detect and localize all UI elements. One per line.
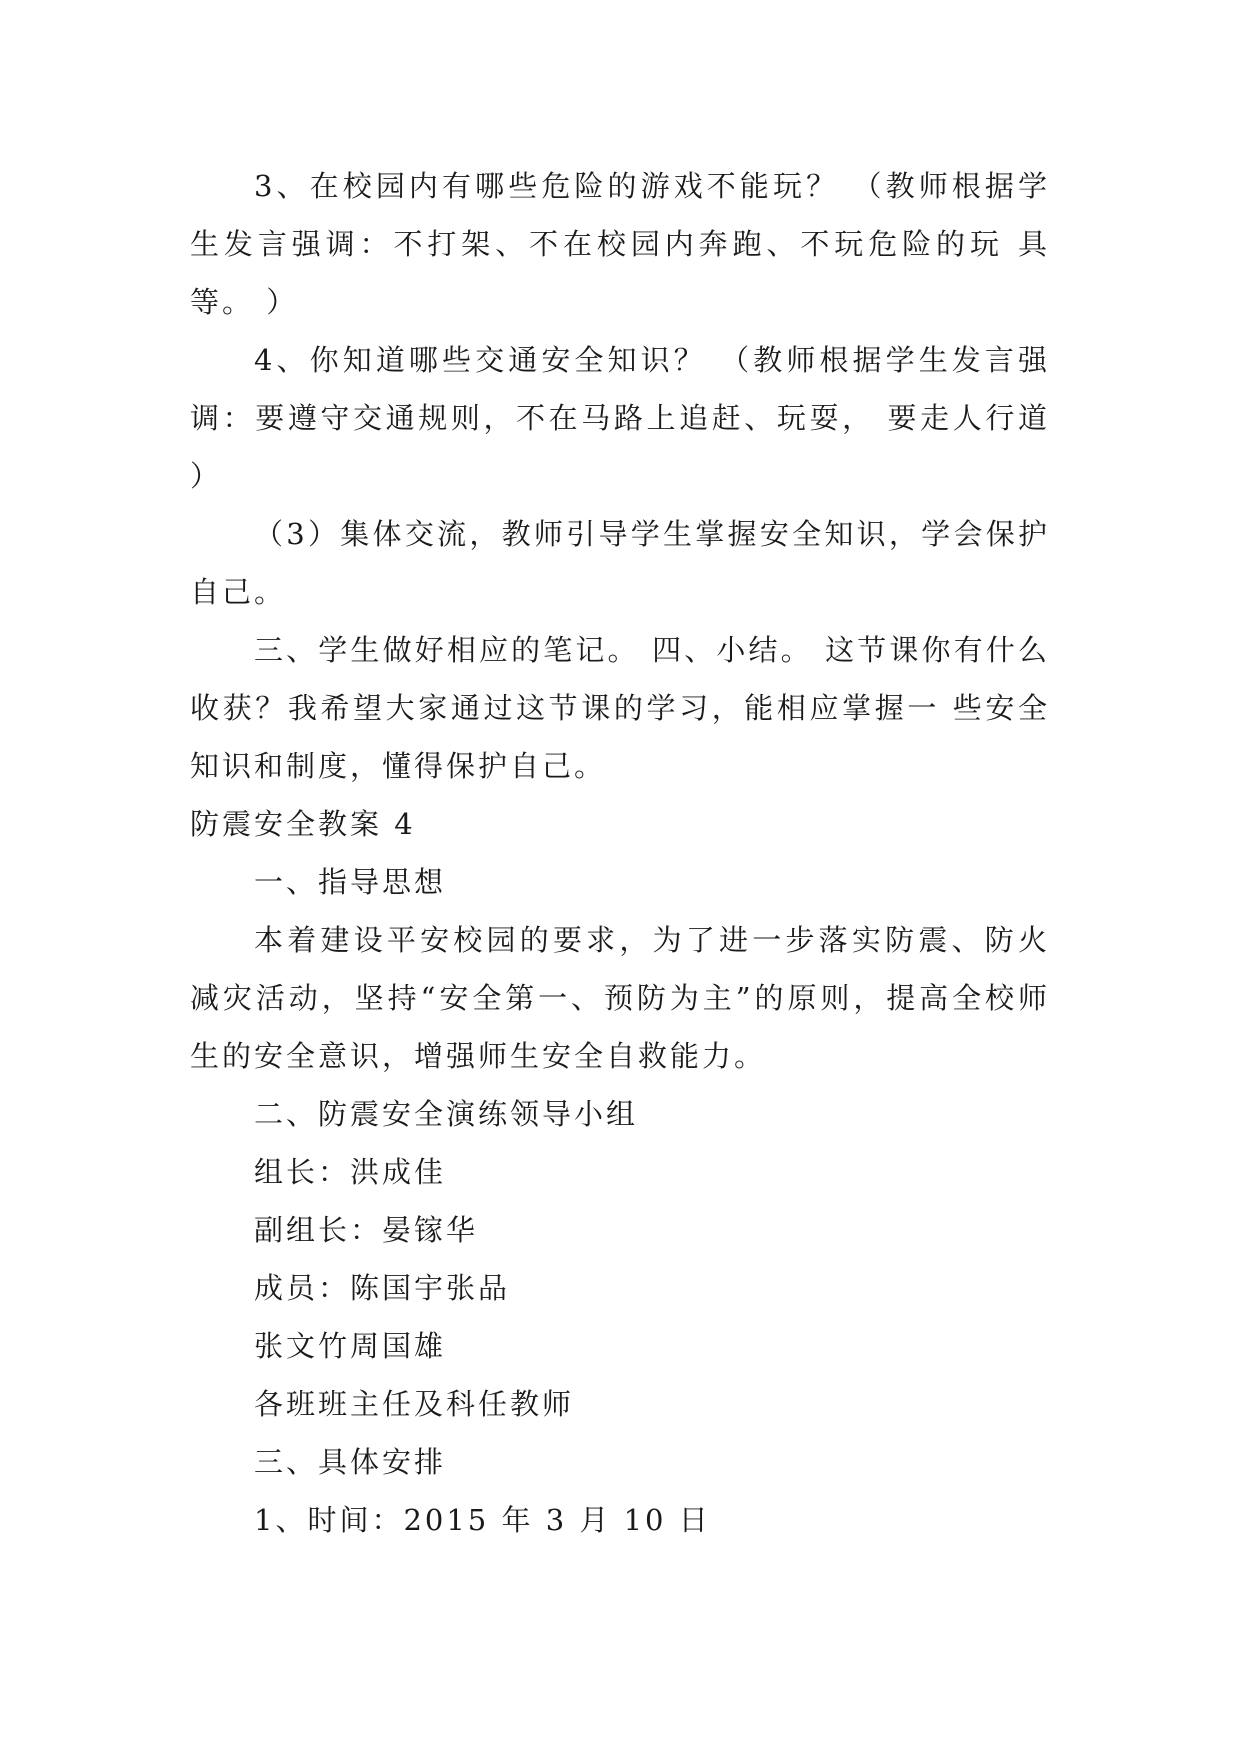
- deputy-leader-line: 副组长：晏镓华: [254, 1213, 479, 1247]
- heading-arrangement: 三、具体安排: [254, 1445, 447, 1479]
- time-line: 1、时间：2015 年 3 月 10 日: [254, 1503, 711, 1537]
- leader-line: 组长：洪成佳: [254, 1155, 447, 1189]
- paragraph-group-discussion: （3）集体交流，教师引导学生掌握安全知识，学会保护自己。: [190, 517, 1050, 609]
- paragraph-traffic-safety: 4、你知道哪些交通安全知识？ （教师根据学生发言强调：要遵守交通规则，不在马路上追赶、玩耍， 要走人行道 ）: [190, 343, 1050, 493]
- members-continued-line: 张文竹周国雄: [254, 1329, 447, 1363]
- paragraph-summary: 三、学生做好相应的笔记。 四、小结。 这节课你有什么收获？我希望大家通过这节课的学习，能相应掌握一 些安全知识和制度，懂得保护自己。: [190, 633, 1050, 783]
- heading-guiding-thought: 一、指导思想: [254, 865, 447, 899]
- paragraph-guiding-thought: 本着建设平安校园的要求，为了进一步落实防震、防火减灾活动，坚持“安全第一、预防为主”的原则，提高全校师生的安全意识，增强师生安全自救能力。: [190, 923, 1050, 1073]
- members-line: 成员：陈国宇张品: [254, 1271, 511, 1305]
- document-page: [190, 157, 1050, 1549]
- section-title: 防震安全教案 4: [190, 807, 416, 841]
- heading-leadership-group: 二、防震安全演练领导小组: [254, 1097, 639, 1131]
- paragraph-dangerous-games: 3、在校园内有哪些危险的游戏不能玩？ （教师根据学生发言强调：不打架、不在校园内奔跑、不玩危险的玩 具等。 ）: [190, 169, 1050, 319]
- teachers-line: 各班班主任及科任教师: [254, 1387, 575, 1421]
